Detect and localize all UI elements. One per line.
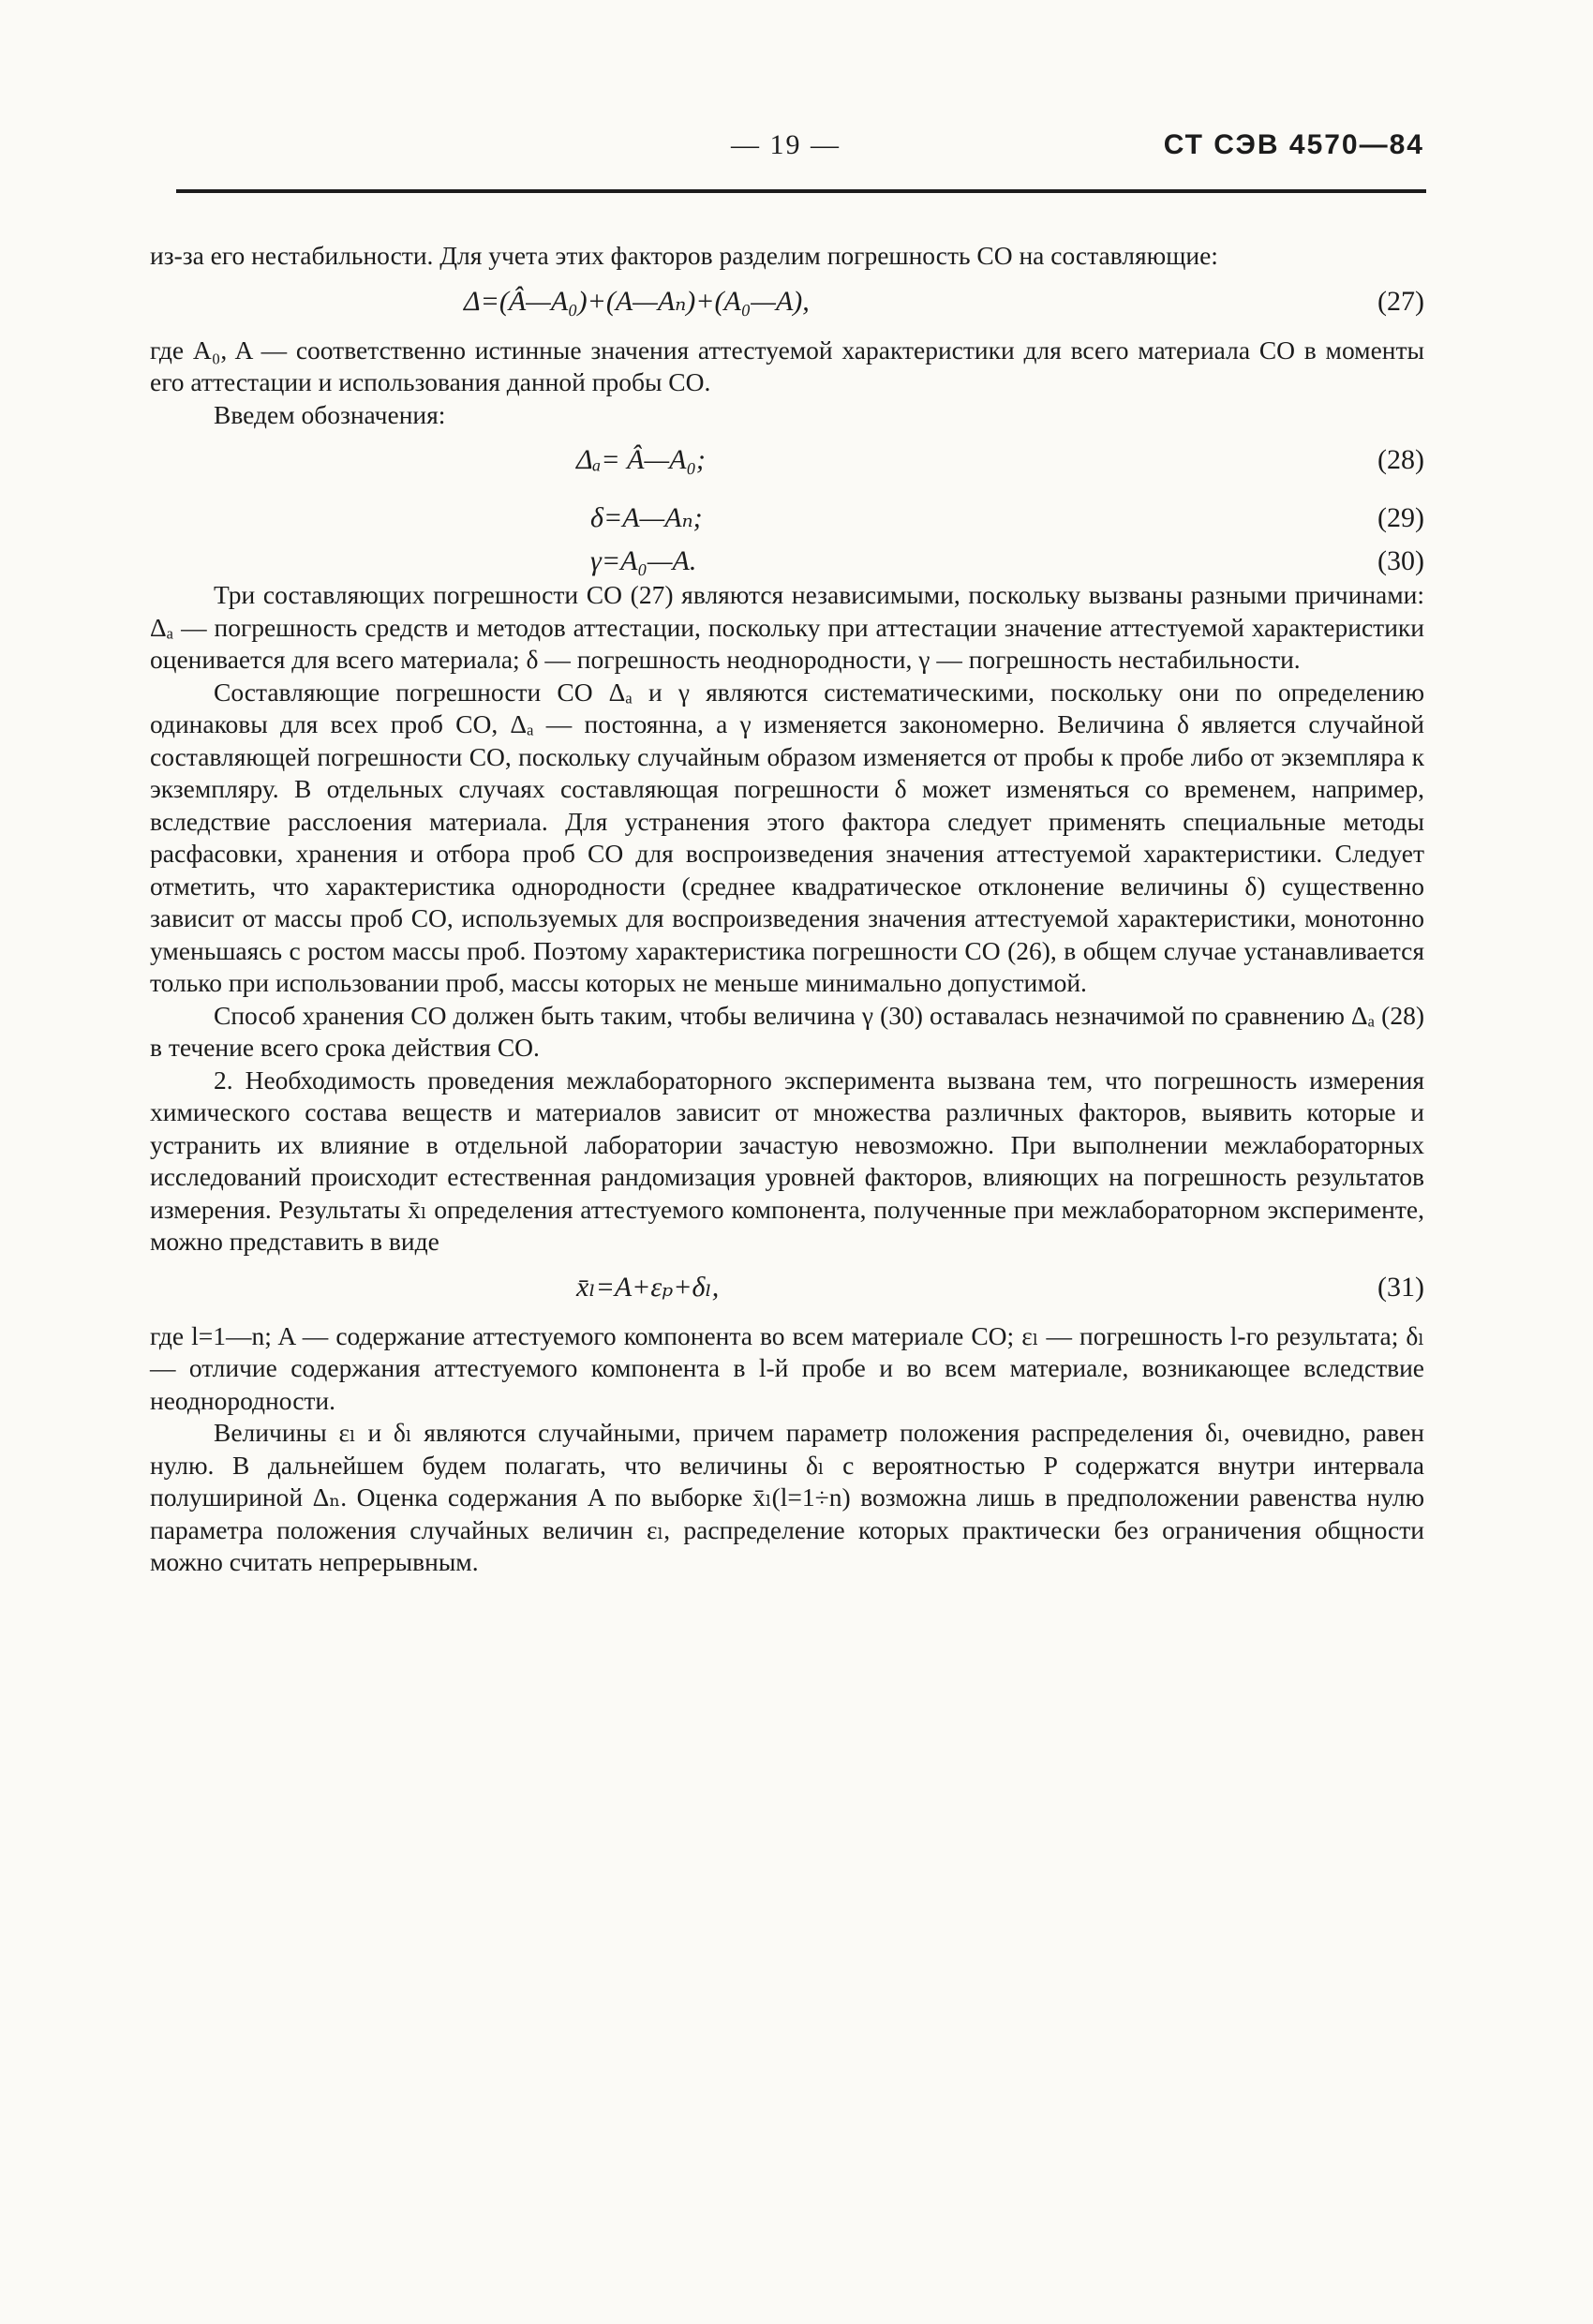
equation-29-number: (29)	[1377, 502, 1424, 533]
equation-30-number: (30)	[1377, 545, 1424, 576]
equation-27-number: (27)	[1377, 285, 1424, 317]
page-number: — 19 —	[731, 129, 841, 160]
page-header	[178, 129, 1424, 176]
equation-28	[150, 435, 1424, 489]
paragraph-7: 2. Необходимость проведения межлабораторного эксперимента вызвана тем, что погрешность измерения химического состава веществ и материалов зависит от множества различных факторов, выявить которые и устранить их влияние в отдельной лаборатории зачастую невозможно. При выполнении межлабораторных исследований происходит естественная рандомизация уровней факторов, влияющих на погрешность результатов измерения. Результаты x̄ₗ определения аттестуемого компонента, полученные при межлабораторном эксперименте, можно представить в виде	[150, 1065, 1424, 1256]
document-body	[150, 240, 1424, 1579]
equation-27	[150, 276, 1424, 331]
equation-29-formula: δ=A—Aₙ;	[590, 502, 703, 533]
equation-30	[150, 536, 1424, 579]
equation-27-formula: Δ=(Â—A₀)+(A—Aₙ)+(A₀—A),	[464, 285, 810, 317]
paragraph-5: Составляющие погрешности СО Δₐ и γ являются систематическими, поскольку они по определению одинаковы для всех проб СО, Δₐ — постоянна, а γ изменяется закономерно. Величина δ является случайной составляющей погрешности СО, поскольку случайным образом изменяется от пробы к пробе либо от экземпляра к экземпляру. В отдельных случаях составляющая погрешности δ может изменяться со временем, например, вследствие расслоения материала. Для устранения этого фактора следует применять специальные методы расфасовки, хранения и отбора проб СО для воспроизведения значения аттестуемой характеристики. Следует отметить, что характеристика однородности (среднее квадратическое отклонение величины δ) существенно зависит от массы проб СО, используемых для воспроизведения значения аттестуемой характеристики, монотонно уменьшаясь с ростом массы проб. Поэтому характеристика погрешности СО (26), в общем случае устанавливается только при использовании проб, массы которых не меньше минимально допустимой.	[150, 677, 1424, 997]
paragraph-4: Три составляющих погрешности СО (27) являются независимыми, поскольку вызваны разными причинами: Δₐ — погрешность средств и методов аттестации, поскольку при аттестации значение аттестуемой характеристики оценивается для всего материала; δ — погрешность неоднородности, γ — погрешность нестабильности.	[150, 580, 1424, 674]
equation-28-formula: Δₐ= Â—A₀;	[576, 444, 706, 475]
equation-30-formula: γ=A₀—A.	[590, 545, 697, 576]
standard-code: СТ СЭВ 4570—84	[1163, 129, 1424, 160]
equation-28-number: (28)	[1377, 444, 1424, 475]
paragraph-3: Введем обозначения:	[214, 399, 446, 429]
paragraph-1: из-за его нестабильности. Для учета этих факторов разделим погрешность СО на составляющие:	[150, 241, 1218, 270]
paragraph-6: Способ хранения СО должен быть таким, чтобы величина γ (30) оставалась незначимой по сравнению Δₐ (28) в течение всего срока действия СО.	[150, 1000, 1424, 1062]
equation-31-number: (31)	[1377, 1271, 1424, 1303]
equation-31-formula: x̄ₗ=A+εₚ+δₗ,	[576, 1271, 720, 1303]
header-rule	[176, 189, 1426, 193]
paragraph-9: Величины εₗ и δₗ являются случайными, причем параметр положения распределения δₗ, очевидно, равен нулю. В дальнейшем будем полагать, что величины δₗ с вероятностью P содержатся внутри интервала полушириной Δₙ. Оценка содержания A по выборке x̄ₗ(l=1÷n) возможна лишь в предположении равенства нулю параметра положения случайных величин εₗ, распределение которых практически без ограничения общности можно считать непрерывным.	[150, 1418, 1424, 1576]
equation-31	[150, 1262, 1424, 1317]
paragraph-8: где l=1—n; A — содержание аттестуемого компонента во всем материале СО; εₗ — погрешность l-го результата; δₗ — отличие содержания аттестуемого компонента в l-й пробе и во всем материале, возникающее вследствие неоднородности.	[150, 1320, 1424, 1415]
equation-29	[150, 493, 1424, 536]
paragraph-2: где A₀, A — соответственно истинные значения аттестуемой характеристики для всего материала СО в моменты его аттестации и использования данной пробы СО.	[150, 335, 1424, 396]
